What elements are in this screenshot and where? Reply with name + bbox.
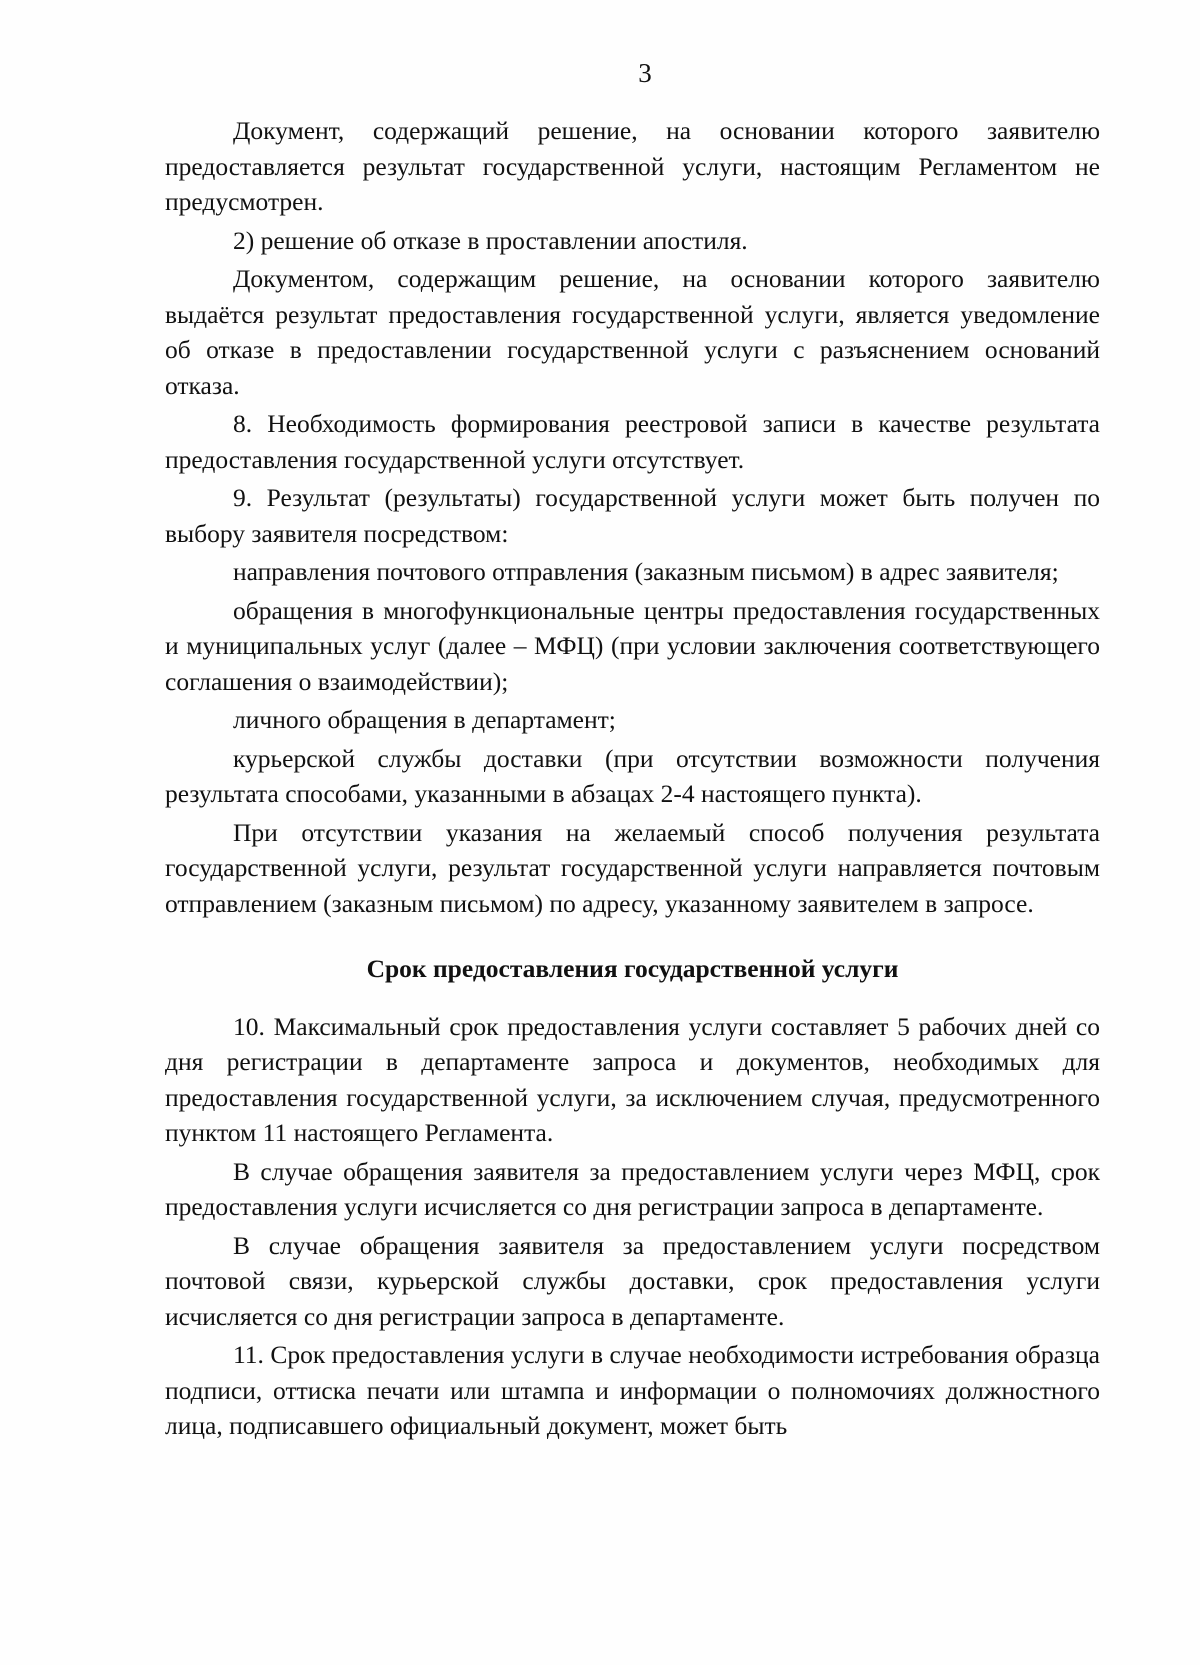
paragraph: 2) решение об отказе в проставлении апостиля. <box>233 225 748 255</box>
paragraph: 11. Срок предоставления услуги в случае необходимости истребования образца подписи, оттиска печати или штампа и информации о полномочиях должностного лица, подписавшего официальный документ, может быть <box>165 1340 1100 1440</box>
page-number: 3 <box>638 58 652 88</box>
paragraph: обращения в многофункциональные центры предоставления государственных и муниципальных услуг (далее – МФЦ) (при условии заключения соответствующего соглашения о взаимодействии); <box>165 595 1100 696</box>
section-heading: Срок предоставления государственной услуги <box>366 954 899 983</box>
paragraph: 9. Результат (результаты) государственной услуги может быть получен по выбору заявителя посредством: <box>165 483 1100 548</box>
paragraph: При отсутствии указания на желаемый способ получения результата государственной услуги, результат государственной услуги направляется почтовым отправлением (заказным письмом) по адресу, указанному заявителем в запросе. <box>165 817 1100 918</box>
paragraph: В случае обращения заявителя за предоставлением услуги посредством почтовой связи, курьерской службы доставки, срок предоставления услуги исчисляется со дня регистрации запроса в департаменте. <box>165 1230 1100 1331</box>
paragraph: Документом, содержащим решение, на основании которого заявителю выдаётся результат предоставления государственной услуги, является уведомление об отказе в предоставлении государственной услуги с разъяснением оснований отказа. <box>165 264 1100 400</box>
paragraph: В случае обращения заявителя за предоставлением услуги через МФЦ, срок предоставления услуги исчисляется со дня регистрации запроса в департаменте. <box>165 1156 1100 1221</box>
paragraph: Документ, содержащий решение, на основании которого заявителю предоставляется результат государственной услуги, настоящим Регламентом не предусмотрен. <box>165 116 1100 216</box>
paragraph: 10. Максимальный срок предоставления услуги составляет 5 рабочих дней со дня регистрации в департаменте запроса и документов, необходимых для предоставления государственной услуги, за исключением случая, предусмотренного пунктом 11 настоящего Регламента. <box>165 1011 1100 1147</box>
paragraph: курьерской службы доставки (при отсутствии возможности получения результата способами, указанными в абзацах 2-4 настоящего пункта). <box>165 743 1100 808</box>
paragraph: 8. Необходимость формирования реестровой записи в качестве результата предоставления государственной услуги отсутствует. <box>165 409 1100 474</box>
document-body <box>165 113 1100 1444</box>
paragraph: личного обращения в департамент; <box>233 705 616 734</box>
paragraph: направления почтового отправления (заказным письмом) в адрес заявителя; <box>233 557 1059 586</box>
